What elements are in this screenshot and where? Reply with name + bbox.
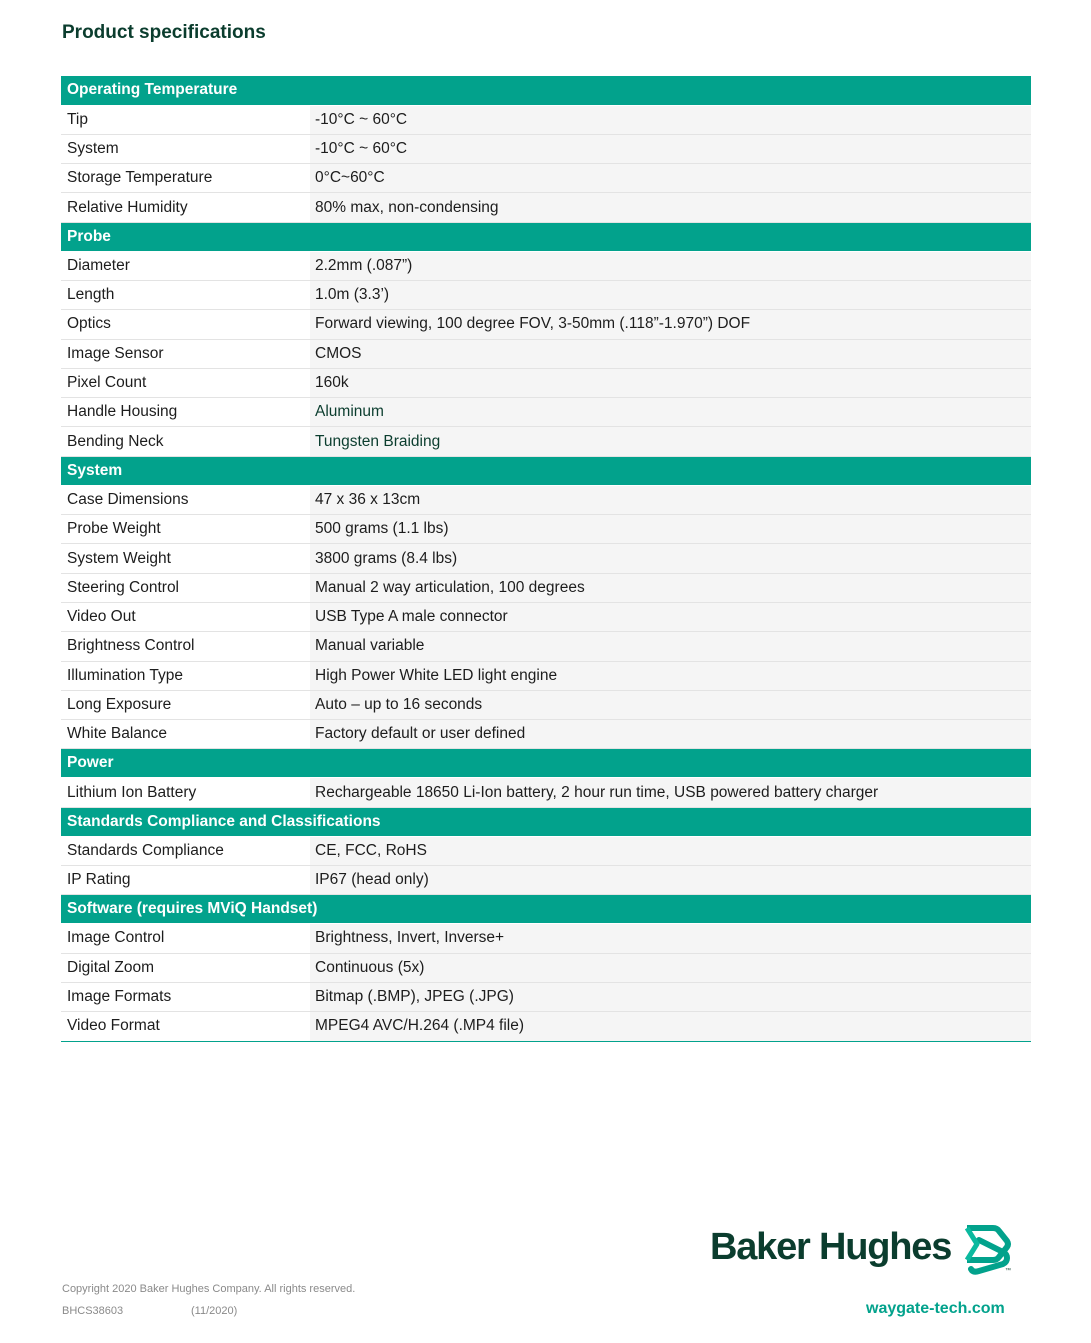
spec-row <box>61 368 1031 397</box>
spec-row <box>61 1012 1031 1041</box>
page-title: Product specifications <box>62 22 266 43</box>
spec-label: White Balance <box>61 720 310 749</box>
spec-label: Length <box>61 280 310 309</box>
spec-value: Continuous (5x) <box>310 953 1031 982</box>
spec-value: Auto – up to 16 seconds <box>310 690 1031 719</box>
spec-value: CMOS <box>310 339 1031 368</box>
spec-value: Manual variable <box>310 632 1031 661</box>
spec-row <box>61 251 1031 280</box>
spec-label: Optics <box>61 310 310 339</box>
section-heading: Probe <box>61 222 1031 251</box>
spec-value: Manual 2 way articulation, 100 degrees <box>310 573 1031 602</box>
spec-value: -10°C ~ 60°C <box>310 134 1031 163</box>
spec-value: Bitmap (.BMP), JPEG (.JPG) <box>310 982 1031 1011</box>
spec-row <box>61 515 1031 544</box>
section-heading: Operating Temperature <box>61 76 1031 105</box>
spec-value: -10°C ~ 60°C <box>310 105 1031 134</box>
spec-row <box>61 982 1031 1011</box>
spec-label: Probe Weight <box>61 515 310 544</box>
spec-value: 80% max, non-condensing <box>310 193 1031 222</box>
spec-label: IP Rating <box>61 866 310 895</box>
spec-row <box>61 427 1031 456</box>
spec-row <box>61 720 1031 749</box>
spec-row <box>61 661 1031 690</box>
spec-value: Rechargeable 18650 Li-Ion battery, 2 hour run time, USB powered battery charger <box>310 778 1031 807</box>
spec-label: Lithium Ion Battery <box>61 778 310 807</box>
spec-label: Brightness Control <box>61 632 310 661</box>
spec-row <box>61 953 1031 982</box>
spec-label: Diameter <box>61 251 310 280</box>
spec-value: Factory default or user defined <box>310 720 1031 749</box>
spec-row <box>61 105 1031 134</box>
section-header <box>61 807 1031 836</box>
spec-label: Long Exposure <box>61 690 310 719</box>
spec-row <box>61 485 1031 514</box>
document-date: (11/2020) <box>191 1305 238 1317</box>
spec-row <box>61 602 1031 631</box>
spec-value: IP67 (head only) <box>310 866 1031 895</box>
spec-label: Standards Compliance <box>61 836 310 865</box>
spec-value: 1.0m (3.3’) <box>310 280 1031 309</box>
spec-row <box>61 164 1031 193</box>
spec-row <box>61 398 1031 427</box>
section-heading: Power <box>61 749 1031 778</box>
spec-label: Image Sensor <box>61 339 310 368</box>
spec-label: Bending Neck <box>61 427 310 456</box>
spec-value: Aluminum <box>310 398 1031 427</box>
copyright-text: Copyright 2020 Baker Hughes Company. All rights reserved. <box>62 1283 356 1295</box>
baker-hughes-logo <box>710 1222 1020 1277</box>
spec-table <box>61 76 1031 1042</box>
spec-value: 160k <box>310 368 1031 397</box>
spec-row <box>61 339 1031 368</box>
section-header <box>61 749 1031 778</box>
section-header <box>61 895 1031 924</box>
spec-row <box>61 134 1031 163</box>
spec-row <box>61 544 1031 573</box>
document-code: BHCS38603 <box>62 1305 124 1317</box>
spec-label: Video Format <box>61 1012 310 1041</box>
spec-value: High Power White LED light engine <box>310 661 1031 690</box>
spec-value: 3800 grams (8.4 lbs) <box>310 544 1031 573</box>
spec-label: Steering Control <box>61 573 310 602</box>
spec-value: 47 x 36 x 13cm <box>310 485 1031 514</box>
spec-value: Tungsten Braiding <box>310 427 1031 456</box>
section-heading: Software (requires MViQ Handset) <box>61 895 1031 924</box>
trademark-symbol: ™ <box>1005 1268 1011 1274</box>
spec-value: USB Type A male connector <box>310 602 1031 631</box>
spec-row <box>61 280 1031 309</box>
spec-row <box>61 193 1031 222</box>
spec-label: Image Control <box>61 924 310 953</box>
spec-value: MPEG4 AVC/H.264 (.MP4 file) <box>310 1012 1031 1041</box>
section-header <box>61 76 1031 105</box>
logo-wordmark: Baker Hughes <box>710 1226 952 1268</box>
spec-row <box>61 778 1031 807</box>
spec-label: Relative Humidity <box>61 193 310 222</box>
spec-value: CE, FCC, RoHS <box>310 836 1031 865</box>
spec-label: Handle Housing <box>61 398 310 427</box>
spec-label: Digital Zoom <box>61 953 310 982</box>
spec-row <box>61 836 1031 865</box>
spec-row <box>61 866 1031 895</box>
spec-value: 2.2mm (.087”) <box>310 251 1031 280</box>
spec-row <box>61 310 1031 339</box>
spec-label: Video Out <box>61 602 310 631</box>
section-header <box>61 456 1031 485</box>
spec-label: Case Dimensions <box>61 485 310 514</box>
spec-value: 0°C~60°C <box>310 164 1031 193</box>
spec-label: Image Formats <box>61 982 310 1011</box>
spec-value: Brightness, Invert, Inverse+ <box>310 924 1031 953</box>
spec-row <box>61 573 1031 602</box>
section-header <box>61 222 1031 251</box>
website-link[interactable]: waygate-tech.com <box>866 1300 1005 1317</box>
spec-value: 500 grams (1.1 lbs) <box>310 515 1031 544</box>
spec-value: Forward viewing, 100 degree FOV, 3-50mm (.118”-1.970”) DOF <box>310 310 1031 339</box>
spec-label: Storage Temperature <box>61 164 310 193</box>
spec-row <box>61 632 1031 661</box>
spec-label: Tip <box>61 105 310 134</box>
spec-row <box>61 690 1031 719</box>
section-heading: System <box>61 456 1031 485</box>
section-heading: Standards Compliance and Classifications <box>61 807 1031 836</box>
spec-label: Pixel Count <box>61 368 310 397</box>
spec-label: Illumination Type <box>61 661 310 690</box>
spec-label: System <box>61 134 310 163</box>
spec-row <box>61 924 1031 953</box>
spec-label: System Weight <box>61 544 310 573</box>
